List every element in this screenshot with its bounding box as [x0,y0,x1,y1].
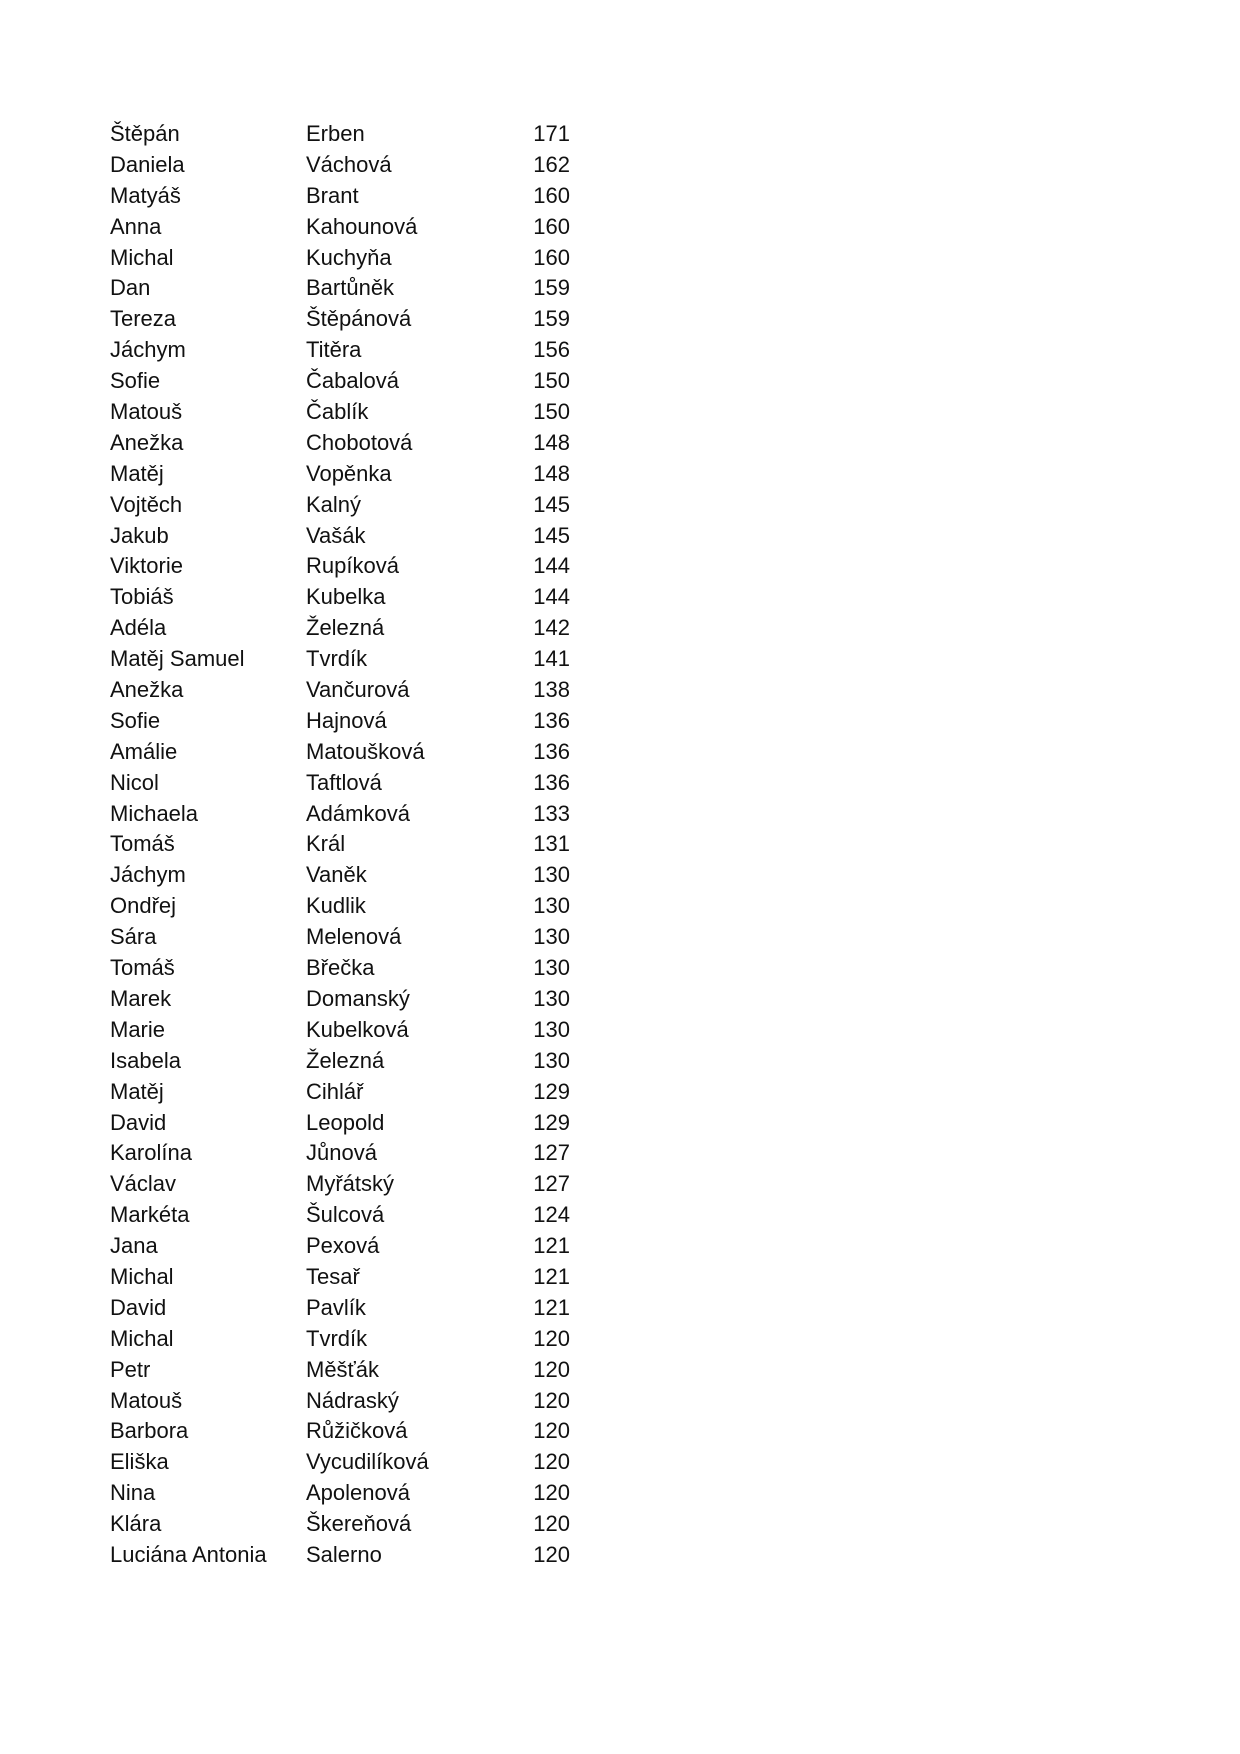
first-name-cell: Matouš [110,399,183,425]
list-row [110,1015,610,1046]
score-cell: 131 [533,831,570,857]
score-cell: 120 [533,1480,570,1506]
first-name-cell: Matěj [110,1078,164,1104]
list-row [110,1108,610,1139]
first-name-cell: Štěpán [110,121,180,146]
list-row [110,675,610,706]
score-cell: 156 [533,337,570,363]
list-row [110,1355,610,1386]
score-cell: 130 [533,955,570,981]
first-name-cell: Marie [110,1016,166,1042]
score-cell: 171 [533,121,570,146]
last-name-cell: Taftlová [306,769,382,795]
score-cell: 141 [533,646,570,672]
first-name-cell: Matěj [110,460,164,486]
score-cell: 144 [533,553,570,579]
first-name-cell: Isabela [110,1047,181,1073]
first-name-cell: Jáchym [110,337,186,363]
last-name-cell: Brant [306,182,359,208]
score-cell: 130 [533,893,570,919]
first-name-cell: Jáchym [110,862,186,888]
score-cell: 121 [533,1294,570,1320]
first-name-cell: Nicol [110,769,159,795]
score-cell: 121 [533,1263,570,1289]
list-row [110,706,610,737]
first-name-cell: Sára [110,924,157,950]
score-cell: 129 [533,1109,570,1135]
score-cell: 133 [533,800,570,826]
list-row [110,737,610,768]
first-name-cell: Tomáš [110,831,175,857]
list-row [110,953,610,984]
first-name-cell: Petr [110,1356,151,1382]
score-cell: 124 [533,1202,570,1228]
last-name-cell: Salerno [306,1541,382,1567]
first-name-cell: Vojtěch [110,491,183,517]
score-cell: 127 [533,1140,570,1166]
list-row [110,768,610,799]
score-cell: 142 [533,615,570,641]
last-name-cell: Vančurová [306,677,410,703]
first-name-cell: Ondřej [110,893,177,919]
first-name-cell: David [110,1109,167,1135]
last-name-cell: Domanský [306,985,410,1011]
score-cell: 120 [533,1387,570,1413]
list-row [110,335,610,366]
results-list [110,119,610,1571]
last-name-cell: Čablík [306,399,369,425]
last-name-cell: Kudlik [306,893,366,919]
score-cell: 148 [533,460,570,486]
score-cell: 144 [533,584,570,610]
last-name-cell: Jůnová [306,1140,377,1166]
last-name-cell: Nádraský [306,1387,399,1413]
last-name-cell: Kubelka [306,584,386,610]
score-cell: 127 [533,1171,570,1197]
first-name-cell: Michal [110,1325,174,1351]
list-row [110,1324,610,1355]
first-name-cell: Anna [110,213,162,239]
list-row [110,119,610,150]
list-row [110,1138,610,1169]
last-name-cell: Apolenová [306,1480,410,1506]
score-cell: 160 [533,182,570,208]
list-row [110,181,610,212]
first-name-cell: Michal [110,244,174,270]
list-row [110,551,610,582]
first-name-cell: Markéta [110,1202,190,1228]
last-name-cell: Vašák [306,522,366,548]
list-row [110,459,610,490]
score-cell: 148 [533,429,570,455]
score-cell: 130 [533,1016,570,1042]
last-name-cell: Pavlík [306,1294,366,1320]
first-name-cell: Klára [110,1511,162,1537]
last-name-cell: Král [306,831,346,857]
score-cell: 159 [533,306,570,332]
last-name-cell: Rupíková [306,553,399,579]
score-cell: 160 [533,244,570,270]
list-row [110,1077,610,1108]
list-row [110,984,610,1015]
first-name-cell: Marek [110,985,172,1011]
first-name-cell: Nina [110,1480,156,1506]
first-name-cell: Anežka [110,429,184,455]
first-name-cell: Jakub [110,522,169,548]
list-row [110,212,610,243]
score-cell: 136 [533,707,570,733]
score-cell: 120 [533,1511,570,1537]
list-row [110,1416,610,1447]
list-row [110,397,610,428]
list-row [110,644,610,675]
score-cell: 120 [533,1325,570,1351]
list-row [110,1169,610,1200]
first-name-cell: Amálie [110,738,178,764]
list-row [110,150,610,181]
list-row [110,613,610,644]
score-cell: 120 [533,1356,570,1382]
last-name-cell: Leopold [306,1109,385,1135]
score-cell: 160 [533,213,570,239]
list-row [110,1231,610,1262]
first-name-cell: Matyáš [110,182,181,208]
last-name-cell: Čabalová [306,368,399,394]
score-cell: 129 [533,1078,570,1104]
list-row [110,891,610,922]
last-name-cell: Kubelková [306,1016,409,1042]
list-row [110,366,610,397]
score-cell: 145 [533,522,570,548]
list-row [110,922,610,953]
first-name-cell: Eliška [110,1449,169,1475]
list-row [110,1478,610,1509]
list-row [110,521,610,552]
list-row [110,860,610,891]
last-name-cell: Škereňová [306,1511,412,1537]
first-name-cell: Daniela [110,151,185,177]
last-name-cell: Kalný [306,491,362,517]
list-row [110,490,610,521]
last-name-cell: Kuchyňa [306,244,392,270]
first-name-cell: Barbora [110,1418,189,1444]
last-name-cell: Růžičková [306,1418,408,1444]
last-name-cell: Vaněk [306,862,367,888]
score-cell: 162 [533,151,570,177]
list-row [110,1293,610,1324]
first-name-cell: Sofie [110,707,161,733]
last-name-cell: Váchová [306,151,392,177]
last-name-cell: Hajnová [306,707,387,733]
first-name-cell: Michaela [110,800,199,826]
list-row [110,1447,610,1478]
last-name-cell: Břečka [306,955,375,981]
score-cell: 121 [533,1233,570,1259]
score-cell: 130 [533,862,570,888]
first-name-cell: Viktorie [110,553,183,579]
first-name-cell: Tobiáš [110,584,174,610]
last-name-cell: Cihlář [306,1078,364,1104]
score-cell: 150 [533,399,570,425]
last-name-cell: Vycudilíková [306,1449,429,1475]
last-name-cell: Vopěnka [306,460,392,486]
last-name-cell: Tvrdík [306,1325,368,1351]
first-name-cell: Tomáš [110,955,175,981]
list-row [110,428,610,459]
last-name-cell: Štěpánová [306,306,412,332]
list-row [110,1540,610,1571]
last-name-cell: Tesař [306,1263,360,1289]
score-cell: 136 [533,769,570,795]
first-name-cell: Tereza [110,306,177,332]
last-name-cell: Adámková [306,800,410,826]
score-cell: 120 [533,1541,570,1567]
score-cell: 150 [533,368,570,394]
list-row [110,1262,610,1293]
score-cell: 120 [533,1449,570,1475]
first-name-cell: Anežka [110,677,184,703]
list-row [110,273,610,304]
first-name-cell: David [110,1294,167,1320]
first-name-cell: Dan [110,275,151,301]
list-row [110,1386,610,1417]
score-cell: 130 [533,985,570,1011]
list-row [110,1200,610,1231]
last-name-cell: Matoušková [306,738,425,764]
score-cell: 138 [533,677,570,703]
last-name-cell: Tvrdík [306,646,368,672]
score-cell: 145 [533,491,570,517]
last-name-cell: Myřátský [306,1171,394,1197]
last-name-cell: Bartůněk [306,275,395,301]
last-name-cell: Šulcová [306,1202,385,1228]
last-name-cell: Měšťák [306,1356,380,1382]
list-row [110,582,610,613]
last-name-cell: Erben [306,121,365,146]
score-cell: 136 [533,738,570,764]
last-name-cell: Melenová [306,924,402,950]
list-row [110,1509,610,1540]
score-cell: 159 [533,275,570,301]
first-name-cell: Luciána Antonia [110,1541,267,1567]
score-cell: 130 [533,924,570,950]
first-name-cell: Matěj Samuel [110,646,245,672]
first-name-cell: Karolína [110,1140,192,1166]
list-row [110,1046,610,1077]
last-name-cell: Pexová [306,1233,380,1259]
last-name-cell: Kahounová [306,213,418,239]
last-name-cell: Železná [306,1047,385,1073]
last-name-cell: Chobotová [306,429,413,455]
list-row [110,799,610,830]
score-cell: 120 [533,1418,570,1444]
first-name-cell: Václav [110,1171,177,1197]
list-row [110,243,610,274]
list-row [110,304,610,335]
score-cell: 130 [533,1047,570,1073]
first-name-cell: Jana [110,1233,158,1259]
list-row [110,829,610,860]
last-name-cell: Titěra [306,337,362,363]
last-name-cell: Železná [306,615,385,641]
first-name-cell: Adéla [110,615,167,641]
first-name-cell: Matouš [110,1387,183,1413]
first-name-cell: Michal [110,1263,174,1289]
first-name-cell: Sofie [110,368,161,394]
